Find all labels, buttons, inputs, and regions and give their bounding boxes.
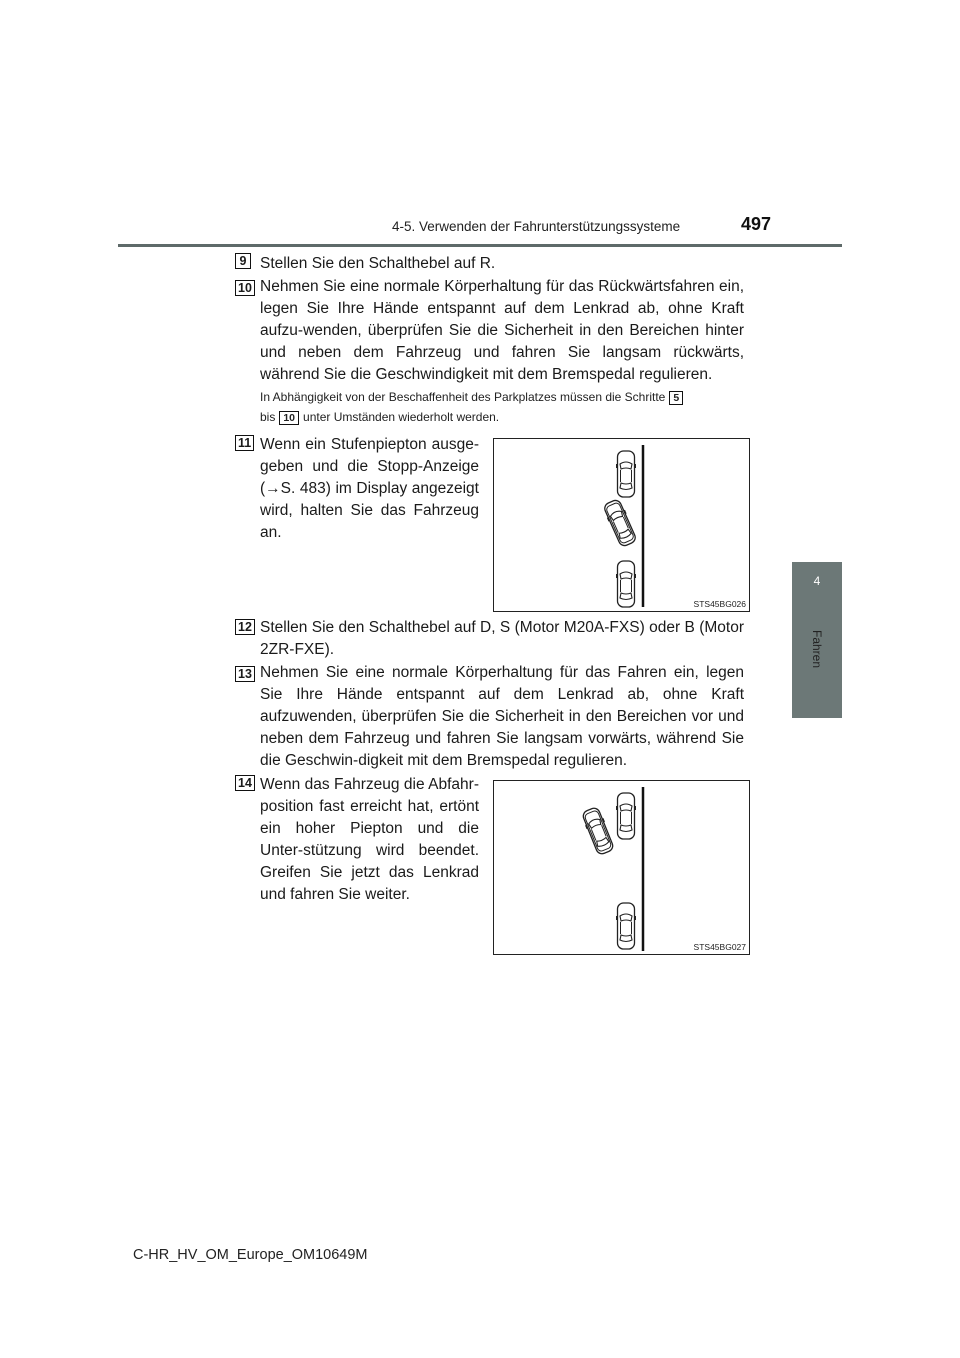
parked-car-icon — [616, 793, 636, 839]
step-9-text: Stellen Sie den Schalthebel auf R. — [260, 255, 496, 272]
note-text: In Abhängigkeit von der Beschaffenheit des Parkplatzes müssen die Schritte — [260, 390, 666, 404]
step-13-text: Nehmen Sie eine normale Körperhaltung für das Fahren ein, legen Sie Ihre Hände entspannt auf dem Lenkrad ab, ohne Kraft aufzuwenden, überprüfen Sie die Sicherheit in den Bereichen vor und neben dem Fahrzeug und fahren Sie langsam vorwärts, während Sie die Geschwin-digkeit mit dem Bremspedal regulieren. — [260, 664, 744, 769]
step-12-text: Stellen Sie den Schalthebel auf D, S (Motor M20A-FXS) oder B (Motor 2ZR-FXE). — [260, 619, 744, 658]
step-number-badge: 13 — [235, 666, 255, 682]
note-text: unter Umständen wiederholt werden. — [303, 410, 500, 424]
header-rule — [118, 244, 842, 247]
reverse-parking-illustration — [493, 438, 750, 612]
step-number-badge: 14 — [235, 775, 255, 791]
step-number-badge: 9 — [235, 253, 251, 269]
step-number-badge: 10 — [235, 280, 255, 296]
step-number-badge: 12 — [235, 619, 255, 635]
parked-car-icon — [616, 561, 636, 607]
chapter-label: Fahren — [810, 629, 824, 669]
step-10-text: Nehmen Sie eine normale Körperhaltung für das Rückwärtsfahren ein, legen Sie Ihre Hände entspannt auf dem Lenkrad ab, ohne Kraft aufzu-wenden, überprüfen Sie die Sicherheit in den Bereichen hinter und neben dem Fahrzeug und fahren Sie langsam rückwärts, während Sie die Geschwindigkeit mit dem Bremspedal regulieren. — [260, 278, 744, 383]
step-reference-badge: 5 — [669, 391, 683, 405]
parked-car-icon — [616, 903, 636, 949]
step-14-text: Wenn das Fahrzeug die Abfahr-position fast erreicht hat, ertönt ein hoher Piepton und die Unter-stützung wird beendet. Greifen Sie jetzt das Lenkrad und fahren Sie weiter. — [260, 776, 479, 903]
step-10-note-line-2 — [260, 408, 499, 427]
departure-illustration — [493, 780, 750, 955]
step-reference-badge: 10 — [279, 411, 299, 425]
note-text: bis — [260, 410, 276, 424]
step-number-badge: 11 — [235, 435, 254, 451]
document-code: C-HR_HV_OM_Europe_OM10649M — [133, 1247, 368, 1263]
page-number: 497 — [741, 214, 772, 234]
step-10-note-line-1 — [260, 388, 687, 407]
parked-car-icon — [616, 451, 636, 497]
chapter-number: 4 — [813, 574, 821, 588]
section-title: 4-5. Verwenden der Fahrunterstützungssysteme — [392, 219, 681, 234]
step-11-text: Wenn ein Stufenpiepton ausge-geben und die Stopp-Anzeige (→S. 483) im Display angezeigt wird, halten Sie das Fahrzeug an. — [260, 436, 479, 541]
figure-code: STS45BG027 — [693, 942, 746, 952]
figure-code: STS45BG026 — [693, 599, 746, 609]
